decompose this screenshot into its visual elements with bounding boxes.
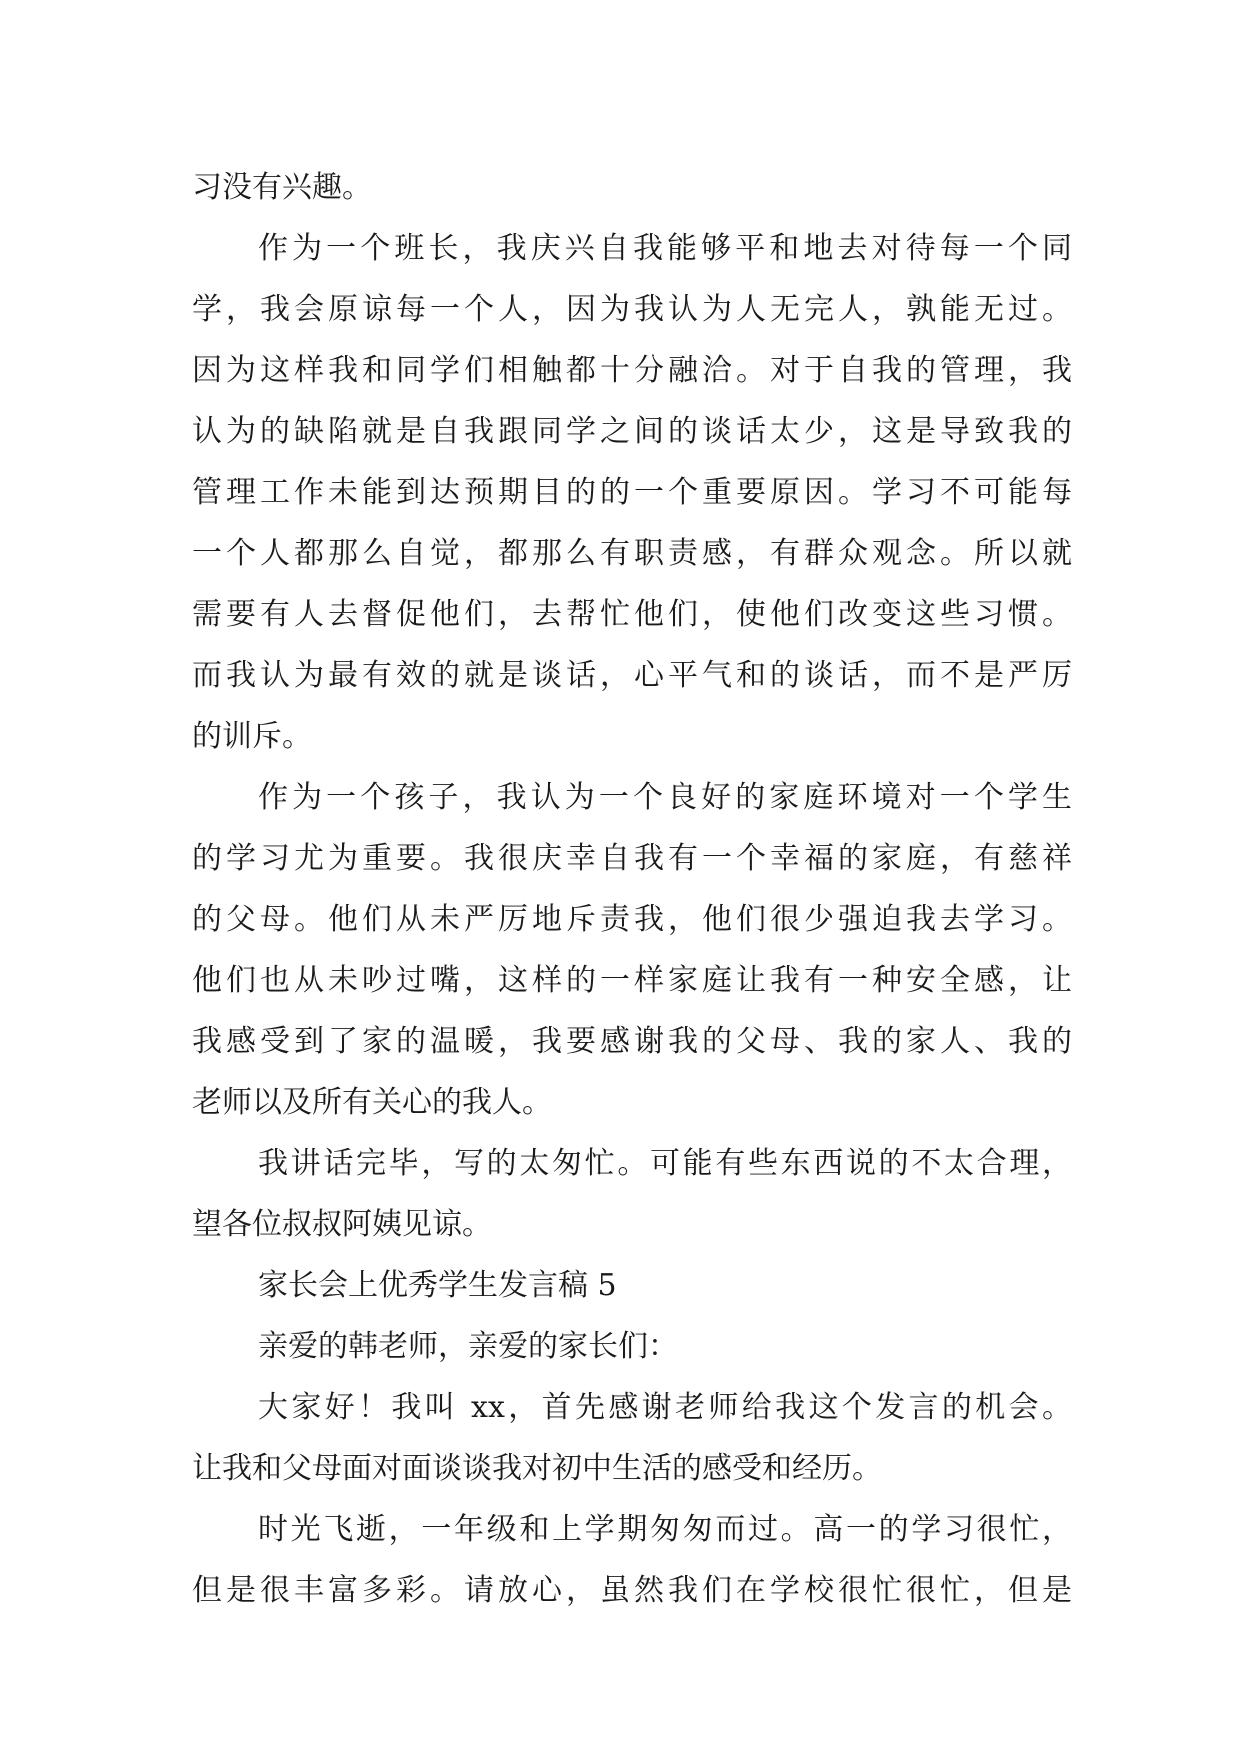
text-line: 管理工作未能到达预期目的的一个重要原因。学习不可能每 (192, 475, 1072, 510)
text-line: 学，我会原谅每一个人，因为我认为人无完人，孰能无过。 (192, 292, 1072, 327)
text-line: 而我认为最有效的就是谈话，心平气和的谈话，而不是严厉 (192, 658, 1072, 693)
text-line: 老师以及所有关心的我人。 (192, 1085, 552, 1120)
text-line: 习没有兴趣。 (192, 170, 372, 205)
text-line: 时光飞逝，一年级和上学期匆匆而过。高一的学习很忙， (258, 1512, 1072, 1547)
text-line: 的训斥。 (192, 719, 312, 754)
text-line: 一个人都那么自觉，都那么有职责感，有群众观念。所以就 (192, 536, 1072, 571)
text-line: 需要有人去督促他们，去帮忙他们，使他们改变这些习惯。 (192, 597, 1072, 632)
text-line: 他们也从未吵过嘴，这样的一样家庭让我有一种安全感，让 (192, 963, 1072, 998)
text-line: 家长会上优秀学生发言稿 5 (258, 1268, 617, 1303)
text-line: 作为一个孩子，我认为一个良好的家庭环境对一个学生 (258, 780, 1072, 815)
text-line: 作为一个班长，我庆兴自我能够平和地去对待每一个同 (258, 231, 1072, 266)
text-line: 大家好！我叫 xx，首先感谢老师给我这个发言的机会。 (258, 1390, 1072, 1425)
text-line: 的学习尤为重要。我很庆幸自我有一个幸福的家庭，有慈祥 (192, 841, 1072, 876)
text-line: 亲爱的韩老师，亲爱的家长们： (258, 1329, 678, 1364)
text-line: 因为这样我和同学们相触都十分融洽。对于自我的管理，我 (192, 353, 1072, 388)
text-line: 我感受到了家的温暖，我要感谢我的父母、我的家人、我的 (192, 1024, 1072, 1059)
text-line: 但是很丰富多彩。请放心，虽然我们在学校很忙很忙，但是 (192, 1573, 1072, 1608)
text-line: 望各位叔叔阿姨见谅。 (192, 1207, 492, 1242)
text-line: 我讲话完毕，写的太匆忙。可能有些东西说的不太合理， (258, 1146, 1072, 1181)
text-line: 的父母。他们从未严厉地斥责我，他们很少强迫我去学习。 (192, 902, 1072, 937)
text-line: 让我和父母面对面谈谈我对初中生活的感受和经历。 (192, 1451, 882, 1486)
text-line: 认为的缺陷就是自我跟同学之间的谈话太少，这是导致我的 (192, 414, 1072, 449)
document-body (192, 157, 1072, 1621)
